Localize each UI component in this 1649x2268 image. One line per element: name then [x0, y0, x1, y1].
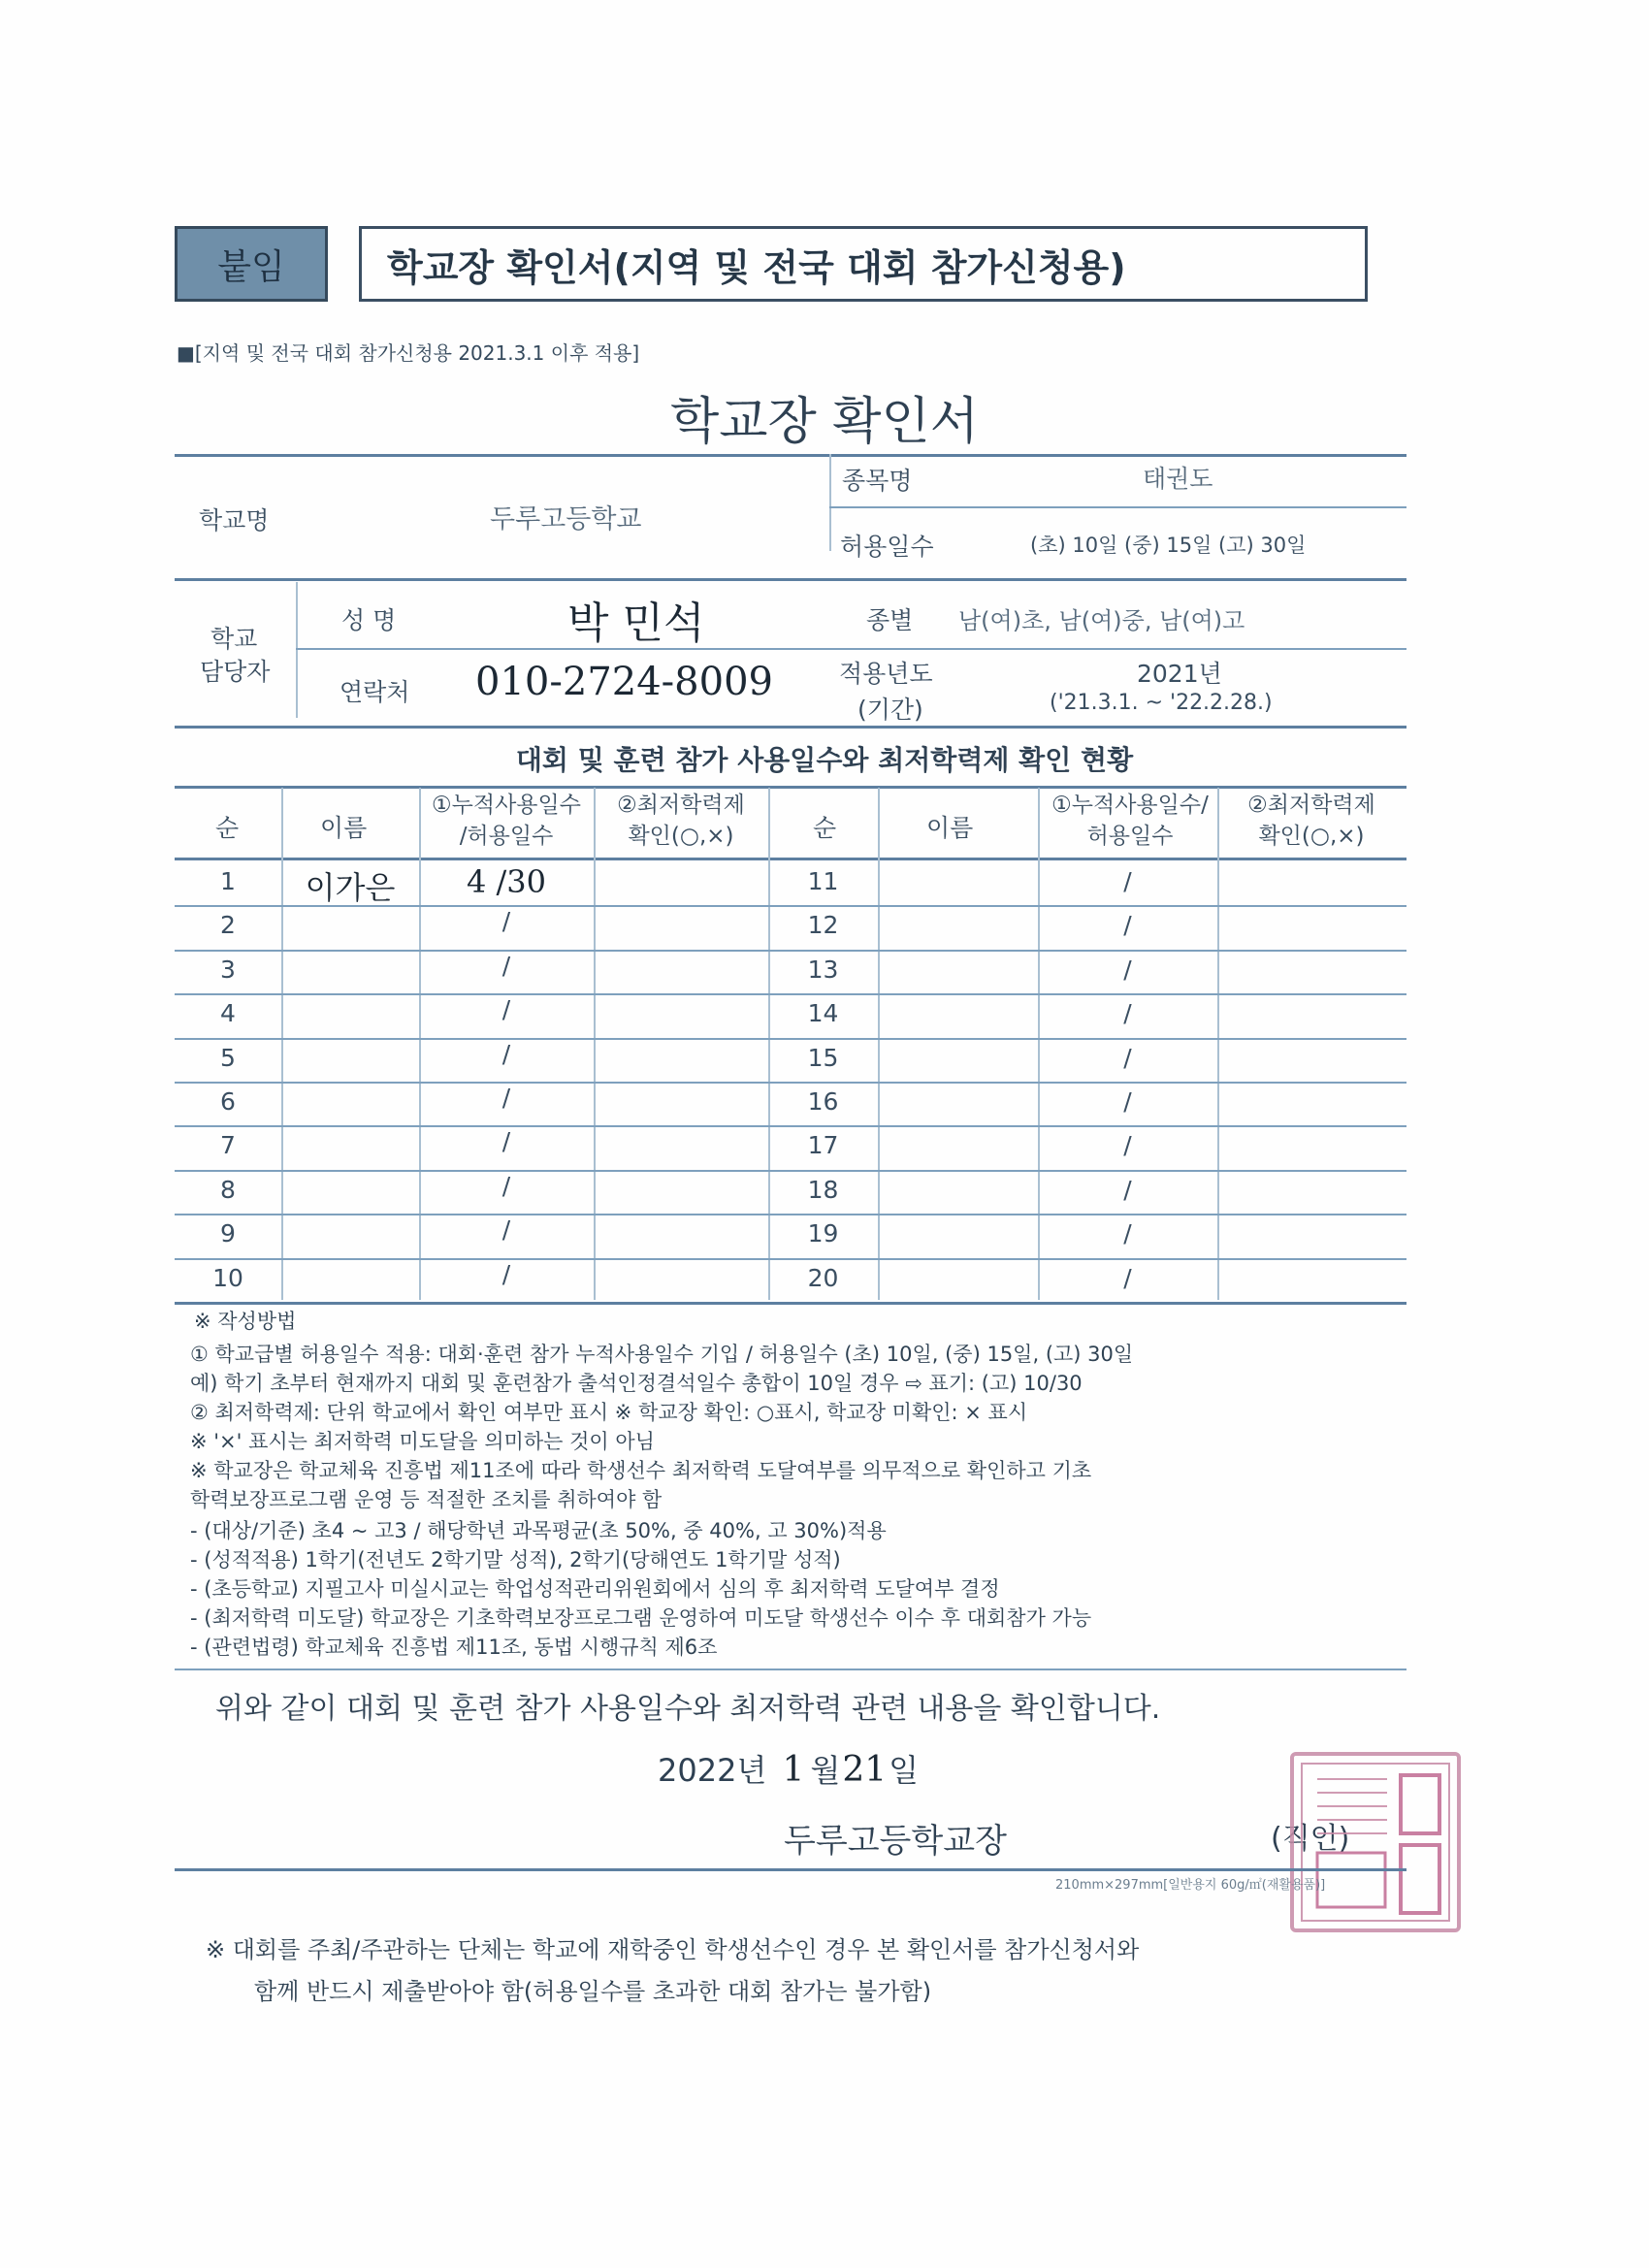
event-label: 종목명	[842, 467, 913, 495]
divider	[296, 582, 298, 718]
row-days-right: /	[1123, 1043, 1132, 1072]
footer-note-2: 함께 반드시 제출받아야 함(허용일수를 초과한 대회 참가는 불가함)	[254, 1978, 932, 2005]
col-name-header-right: 이름	[926, 814, 974, 842]
allowed-days-label: 허용일수	[840, 533, 934, 561]
row-days-right: /	[1123, 1263, 1132, 1292]
row-days: /	[501, 1259, 511, 1288]
table-vline	[1217, 788, 1219, 1300]
event-value: 태권도	[1143, 465, 1213, 493]
attachment-badge: 붙임	[175, 226, 328, 302]
row-days-right: /	[1123, 999, 1132, 1028]
instruction-line: ※ 학교장은 학교체육 진흥법 제11조에 따라 학생선수 최저학력 도달여부를 의무적으로 확인하고 기초	[190, 1459, 1092, 1482]
row-days: /	[501, 1171, 511, 1200]
row-number: 10	[212, 1263, 243, 1292]
row-days: /	[501, 995, 511, 1024]
table-row-divider	[175, 905, 1406, 907]
table-row-divider	[175, 1170, 1406, 1172]
applicability-note: ■[지역 및 전국 대회 참가신청용 2021.3.1 이후 적용]	[177, 341, 640, 365]
row-number: 6	[220, 1087, 236, 1116]
confirmation-statement: 위와 같이 대회 및 훈련 참가 사용일수와 최저학력 관련 내용을 확인합니다.	[215, 1692, 1161, 1726]
table-row-divider	[175, 950, 1406, 952]
row-number: 3	[220, 955, 236, 984]
instruction-line: - (성적적용) 1학기(전년도 2학기말 성적), 2학기(당해연도 1학기말 성적)	[190, 1548, 841, 1571]
row-number-right: 15	[807, 1043, 839, 1072]
gender-label: 종별	[866, 606, 914, 634]
rule	[175, 578, 1406, 581]
gender-value: 남(여)초, 남(여)중, 남(여)고	[958, 607, 1245, 634]
rule-table-bottom	[175, 1302, 1406, 1305]
row-number: 8	[220, 1175, 236, 1204]
manager-label-2: 담당자	[200, 658, 271, 686]
page-title: 학교장 확인서	[670, 393, 979, 451]
instruction-line: - (초등학교) 지필고사 미실시교는 학업성적관리위원회에서 심의 후 최저학력 도달여부 결정	[190, 1577, 1000, 1601]
divider	[829, 454, 831, 551]
instruction-line: ② 최저학력제: 단위 학교에서 확인 여부만 표시 ※ 학교장 확인: ○표시, 학교장 미확인: × 표시	[190, 1401, 1028, 1424]
section-title: 대회 및 훈련 참가 사용일수와 최저학력제 확인 현황	[515, 744, 1134, 776]
table-row-divider	[175, 993, 1406, 995]
instruction-line: - (관련법령) 학교체육 진흥법 제11조, 동법 시행규칙 제6조	[190, 1636, 718, 1659]
instruction-line: 학력보장프로그램 운영 등 적절한 조치를 취하여야 함	[190, 1488, 663, 1511]
col-no-header: 순	[215, 814, 240, 842]
rule	[829, 506, 1406, 508]
instruction-line: ① 학교급별 허용일수 적용: 대회·훈련 참가 누적사용일수 기입 / 허용일수 (초) 10일, (중) 15일, (고) 30일	[190, 1343, 1134, 1366]
row-days-right: /	[1123, 1219, 1132, 1248]
row-days-right: /	[1123, 955, 1132, 984]
footer-note-1: ※ 대회를 주최/주관하는 단체는 학교에 재학중인 학생선수인 경우 본 확인서를 참가신청서와	[206, 1936, 1140, 1963]
manager-label-1: 학교	[210, 625, 258, 653]
rule	[175, 858, 1406, 860]
year-label-1: 적용년도	[839, 660, 933, 688]
rule	[175, 786, 1406, 789]
period-value: ('21.3.1. ~ '22.2.28.)	[1050, 691, 1273, 715]
table-row-divider	[175, 1082, 1406, 1084]
seal-graphic	[1294, 1756, 1457, 1928]
row-name: 이가은	[305, 869, 396, 906]
year-value: 2021년	[1137, 660, 1222, 688]
table-vline	[878, 788, 880, 1300]
rule	[296, 648, 1406, 650]
row-days-right: /	[1123, 911, 1132, 940]
col-min-header: ②최저학력제 확인(○,×)	[617, 793, 745, 849]
row-number: 5	[220, 1043, 236, 1072]
school-name-label: 학교명	[199, 506, 270, 535]
row-days-right: /	[1123, 1175, 1132, 1204]
col-no-header-right: 순	[813, 814, 837, 842]
table-vline	[594, 788, 596, 1300]
principal-title: 두루고등학교장	[784, 1822, 1007, 1861]
row-number: 7	[220, 1131, 236, 1160]
row-days-right: /	[1123, 1087, 1132, 1116]
row-days: /	[501, 951, 511, 980]
col-days-header: ①누적사용일수 /허용일수	[432, 793, 581, 849]
row-number-right: 20	[807, 1263, 839, 1292]
row-days: /	[501, 1127, 511, 1156]
row-number: 2	[220, 911, 236, 940]
instructions-heading: ※ 작성방법	[194, 1310, 297, 1333]
issue-date: 2022년 1 월21일	[658, 1750, 920, 1790]
row-number-right: 19	[807, 1219, 839, 1248]
table-row-divider	[175, 1258, 1406, 1260]
col-days-header-right: ①누적사용일수/ 허용일수	[1051, 793, 1209, 849]
row-days: /	[501, 1084, 511, 1112]
row-number: 9	[220, 1219, 236, 1248]
school-name-value: 두루고등학교	[490, 504, 642, 535]
instruction-line: - (최저학력 미도달) 학교장은 기초학력보장프로그램 운영하여 미도달 학생선수 이수 후 대회참가 가능	[190, 1606, 1092, 1630]
col-name-header: 이름	[320, 814, 368, 842]
rule	[175, 1669, 1406, 1670]
instruction-line: - (대상/기준) 초4 ~ 고3 / 해당학년 과목평균(초 50%, 중 40%, 고 30%)적용	[190, 1519, 887, 1542]
contact-value: 010-2724-8009	[475, 660, 773, 704]
manager-name-value: 박 민석	[567, 599, 705, 648]
paper-size-note: 210mm×297mm[일반용지 60g/㎡(재활용품)]	[1055, 1878, 1326, 1893]
row-number: 4	[220, 999, 236, 1028]
row-number-right: 17	[807, 1131, 839, 1160]
row-number-right: 16	[807, 1087, 839, 1116]
official-seal	[1290, 1752, 1461, 1932]
row-days: /	[501, 1215, 511, 1245]
row-days: /	[501, 1039, 511, 1068]
instruction-line: 예) 학기 초부터 현재까지 대회 및 훈련참가 출석인정결석일수 총합이 10일 경우 ⇨ 표기: (고) 10/30	[190, 1372, 1083, 1395]
row-number-right: 11	[807, 867, 839, 895]
table-row-divider	[175, 1038, 1406, 1040]
rule	[175, 726, 1406, 729]
row-number-right: 18	[807, 1175, 839, 1204]
manager-name-label: 성 명	[341, 606, 397, 634]
row-days: 4 /30	[466, 863, 547, 900]
contact-label: 연락처	[340, 678, 410, 706]
row-number: 1	[220, 867, 236, 895]
row-days: /	[501, 907, 511, 936]
document-title-box: 학교장 확인서(지역 및 전국 대회 참가신청용)	[359, 226, 1368, 302]
seal-label: (직인)	[1271, 1822, 1350, 1856]
instruction-line: ※ '×' 표시는 최저학력 미도달을 의미하는 것이 아님	[190, 1430, 655, 1453]
year-label-2: (기간)	[857, 696, 923, 724]
row-number-right: 14	[807, 999, 839, 1028]
row-number-right: 13	[807, 955, 839, 984]
row-days-right: /	[1123, 1131, 1132, 1160]
table-row-divider	[175, 1214, 1406, 1215]
rule	[175, 1868, 1406, 1871]
col-min-header-right: ②최저학력제 확인(○,×)	[1247, 793, 1375, 849]
rule-top	[175, 454, 1406, 457]
row-days-right: /	[1123, 867, 1132, 895]
table-row-divider	[175, 1125, 1406, 1127]
row-number-right: 12	[807, 911, 839, 940]
allowed-days-value: (초) 10일 (중) 15일 (고) 30일	[1030, 534, 1307, 557]
